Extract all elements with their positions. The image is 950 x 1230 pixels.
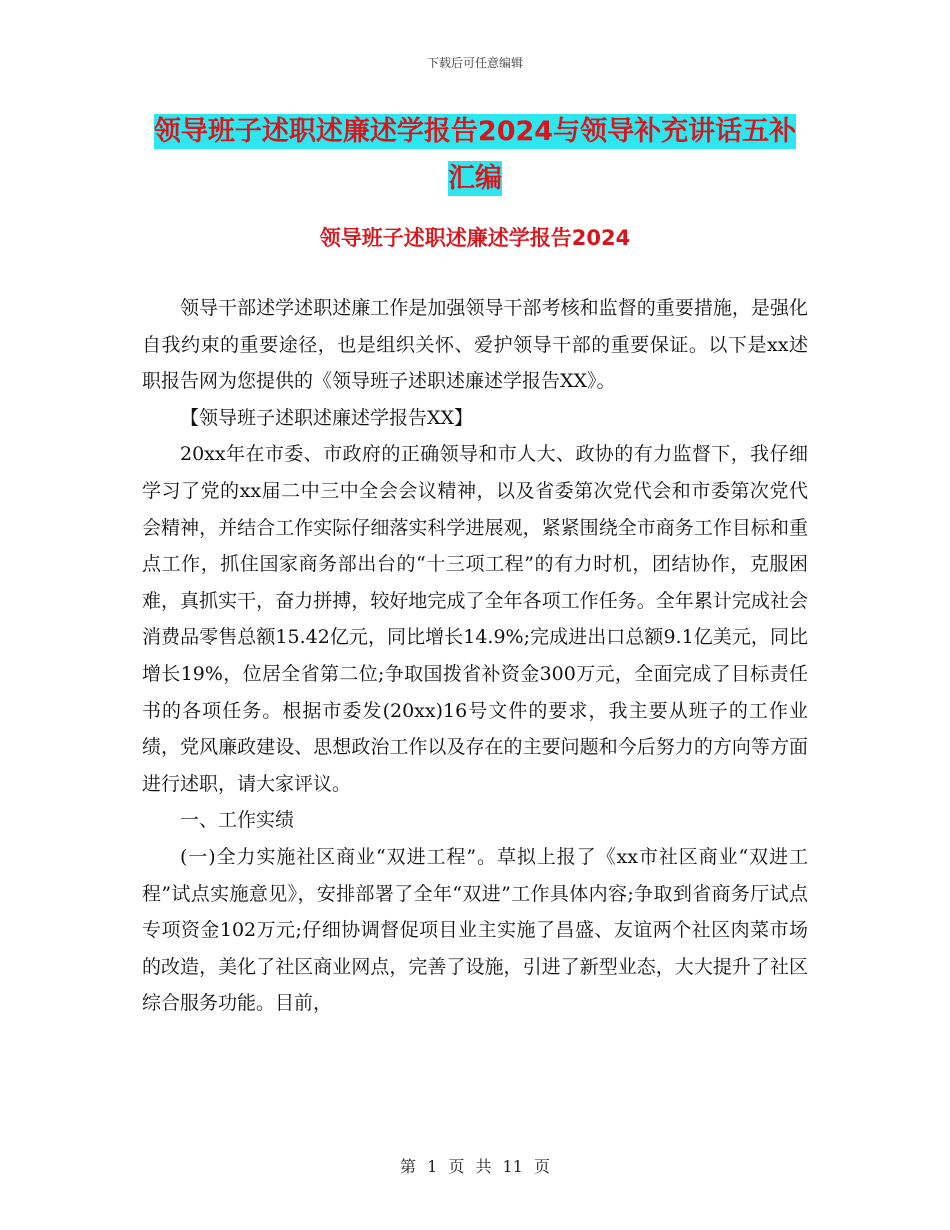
paragraph-section-heading: 一、工作实绩 xyxy=(180,809,295,832)
paragraph-summary: 20xx年在市委、市政府的正确领导和市人大、政协的有力监督下，我仔细学习了党的xx届二中三中全会会议精神，以及省委第次党代会和市委第次党代会精神，并结合工作实际仔细落实科学进展观，紧紧围绕全市商务工作目标和重点工作，抓住国家商务部出台的“十三项工程”的有力时机，团结协作，克服困难，真抓实干，奋力拼搏，较好地完成了全年各项工作任务。全年累计完成社会消费品零售总额15.42亿元，同比增长14.9%;完成进出口总额9.1亿美元，同比增长19%，位居全省第二位;争取国拨省补资金300万元，全面完成了目标责任书的各项任务。根据市委发(20xx)16号文件的要求，我主要从班子的工作业绩，党风廉政建设、思想政治工作以及存在的主要问题和今后努力的方向等方面进行述职，请大家评议。 xyxy=(142,443,808,795)
page-number-footer: 第 1 页 共 11 页 xyxy=(400,1157,550,1176)
paragraph-work-item-1: (一)全力实施社区商业“双进工程”。草拟上报了《xx市社区商业“双进工程”试点实施意见》，安排部署了全年“双进”工作具体内容;争取到省商务厅试点专项资金102万元;仔细协调督促项目业主实施了昌盛、友谊两个社区肉菜市场的改造，美化了社区商业网点，完善了设施，引进了新型业态，大大提升了社区综合服务功能。目前， xyxy=(142,845,808,1015)
paragraph-intro: 领导干部述学述职述廉工作是加强领导干部考核和监督的重要措施，是强化自我约束的重要途径，也是组织关怀、爱护领导干部的重要保证。以下是xx述职报告网为您提供的《领导班子述职述廉述学报告XX》。 xyxy=(142,297,808,393)
document-title xyxy=(0,108,950,202)
document-title-line-1: 领导班子述职述廉述学报告2024与领导补充讲话五补 xyxy=(153,116,797,147)
page-header-note: 下载后可任意编辑 xyxy=(426,56,523,70)
section-title: 领导班子述职述廉述学报告2024 xyxy=(319,226,631,250)
paragraph-heading: 【领导班子述职述廉述学报告XX】 xyxy=(180,406,474,429)
document-body xyxy=(142,290,808,1022)
document-title-line-2: 汇编 xyxy=(448,163,502,194)
